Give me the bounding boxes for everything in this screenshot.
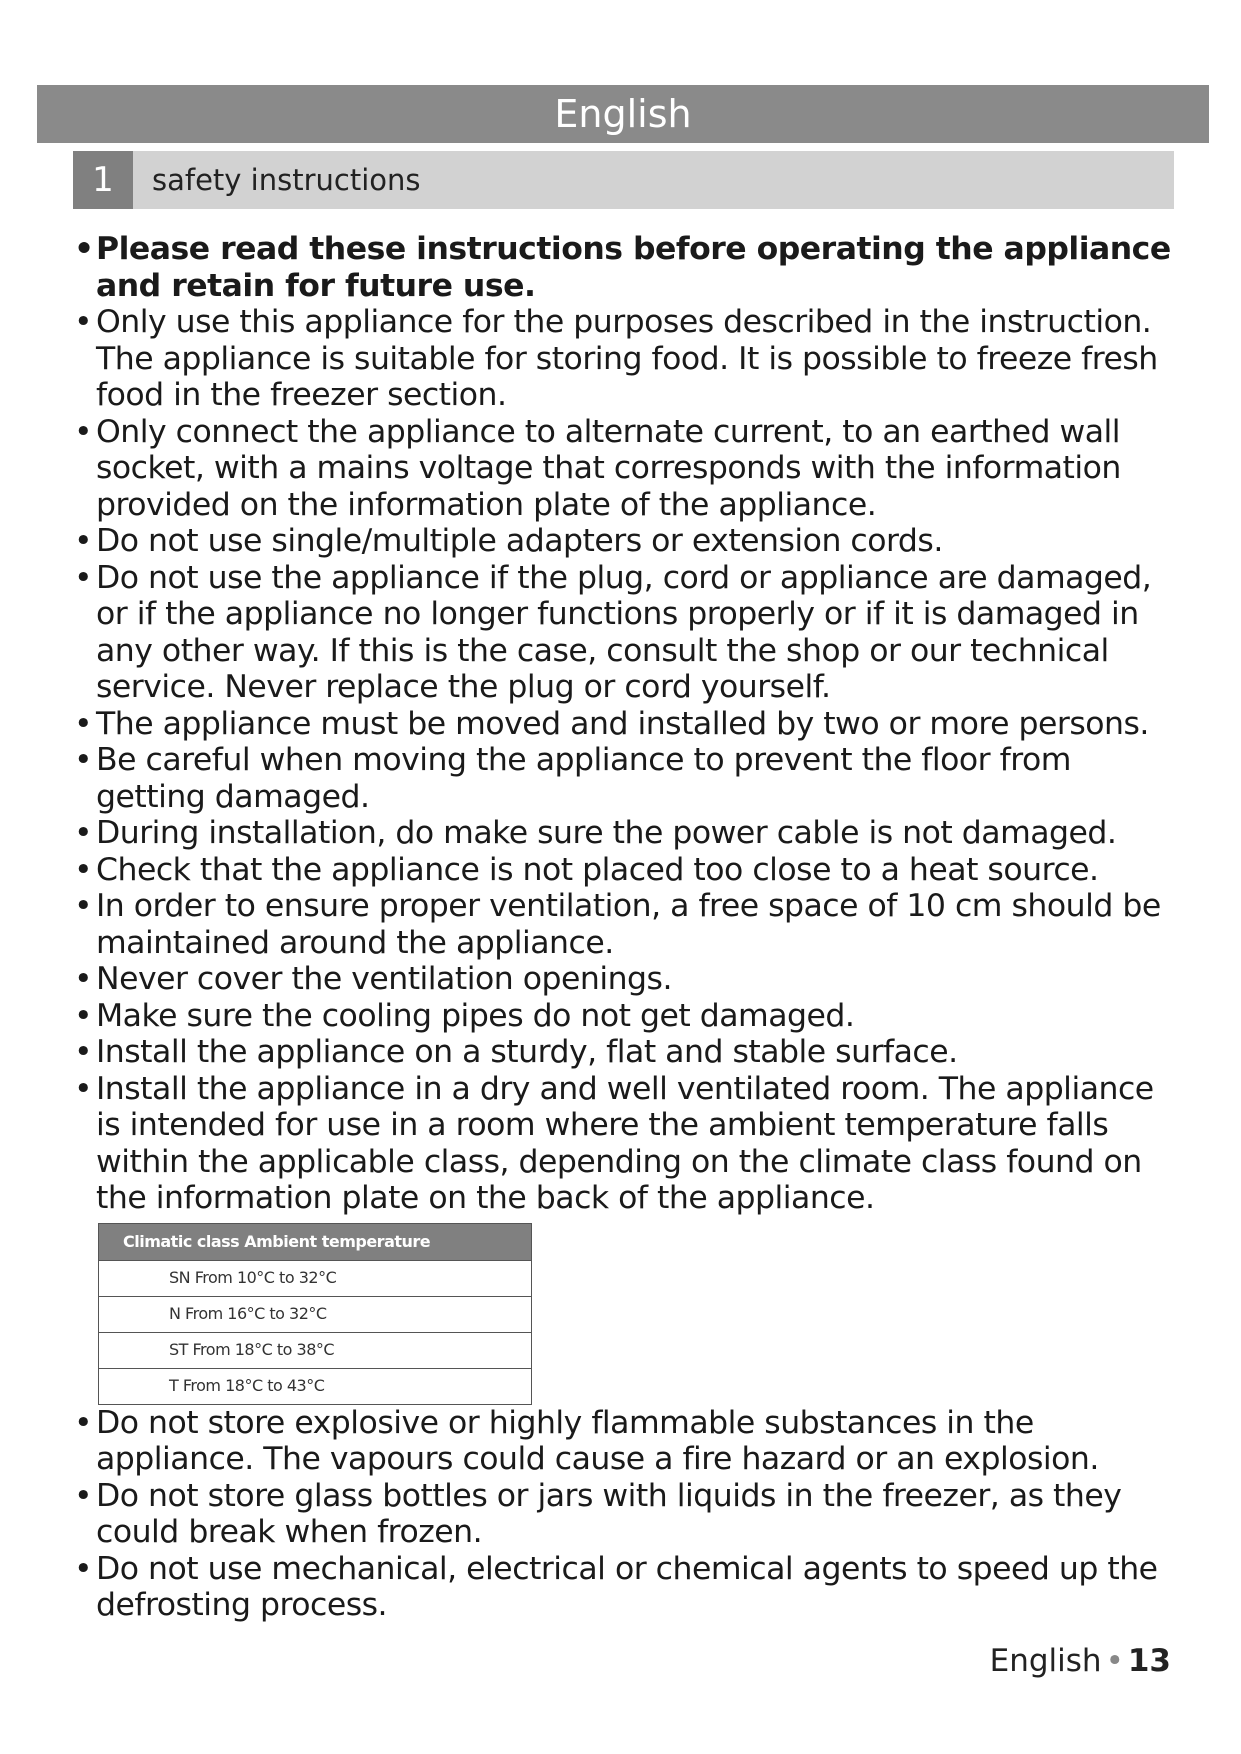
- instruction-item: • Make sure the cooling pipes do not get damaged.: [74, 998, 1184, 1035]
- instruction-item: • Do not use single/multiple adapters or extension cords.: [74, 523, 1184, 560]
- instruction-item: • Only connect the appliance to alternate current, to an earthed wall socket, with a mains voltage that corresponds with the information provided on the information plate of the appliance.: [74, 414, 1184, 524]
- instruction-item: • Please read these instructions before operating the appliance and retain for future use.: [74, 231, 1184, 304]
- instructions-list-continued: [74, 1405, 1184, 1624]
- climate-table-row: ST From 18°C to 38°C: [99, 1332, 532, 1368]
- instruction-item: • Install the appliance in a dry and well ventilated room. The appliance is intended for use in a room where the ambient temperature falls within the applicable class, depending on the climate class found on the information plate on the back of the appliance.: [74, 1071, 1184, 1217]
- footer-label: English: [989, 1643, 1102, 1679]
- climate-table-header: Climatic class Ambient temperature: [99, 1223, 532, 1260]
- instruction-item: • Only use this appliance for the purposes described in the instruction. The appliance is suitable for storing food. It is possible to freeze fresh food in the freezer section.: [74, 304, 1184, 414]
- instructions-list: [74, 231, 1184, 1217]
- instruction-item: • Check that the appliance is not placed too close to a heat source.: [74, 852, 1184, 889]
- instruction-item: • Be careful when moving the appliance to prevent the floor from getting damaged.: [74, 742, 1184, 815]
- instruction-item: • Install the appliance on a sturdy, flat and stable surface.: [74, 1034, 1184, 1071]
- climate-table-row: SN From 10°C to 32°C: [99, 1260, 532, 1296]
- instruction-item: • Never cover the ventilation openings.: [74, 961, 1184, 998]
- climate-class-table: [98, 1223, 532, 1405]
- instructions-content: [74, 231, 1184, 1624]
- climate-table-row: N From 16°C to 32°C: [99, 1296, 532, 1332]
- instruction-item: • The appliance must be moved and installed by two or more persons.: [74, 706, 1184, 743]
- page-number: 13: [1127, 1643, 1171, 1679]
- page-footer: [990, 1641, 1171, 1681]
- language-banner: English: [37, 85, 1209, 143]
- footer-separator: •: [1105, 1643, 1124, 1679]
- instruction-item: • In order to ensure proper ventilation, a free space of 10 cm should be maintained around the appliance.: [74, 888, 1184, 961]
- section-number: 1: [73, 151, 133, 209]
- section-title: safety instructions: [152, 163, 421, 197]
- instruction-item: • During installation, do make sure the power cable is not damaged.: [74, 815, 1184, 852]
- climate-table-row: T From 18°C to 43°C: [99, 1368, 532, 1404]
- instruction-item: • Do not store glass bottles or jars with liquids in the freezer, as they could break when frozen.: [74, 1478, 1184, 1551]
- instruction-item: • Do not use mechanical, electrical or chemical agents to speed up the defrosting process.: [74, 1551, 1184, 1624]
- instruction-item: • Do not use the appliance if the plug, cord or appliance are damaged, or if the appliance no longer functions properly or if it is damaged in any other way. If this is the case, consult the shop or our technical service. Never replace the plug or cord yourself.: [74, 560, 1184, 706]
- section-header: [73, 151, 1174, 209]
- instruction-item: • Do not store explosive or highly flammable substances in the appliance. The vapours could cause a fire hazard or an explosion.: [74, 1405, 1184, 1478]
